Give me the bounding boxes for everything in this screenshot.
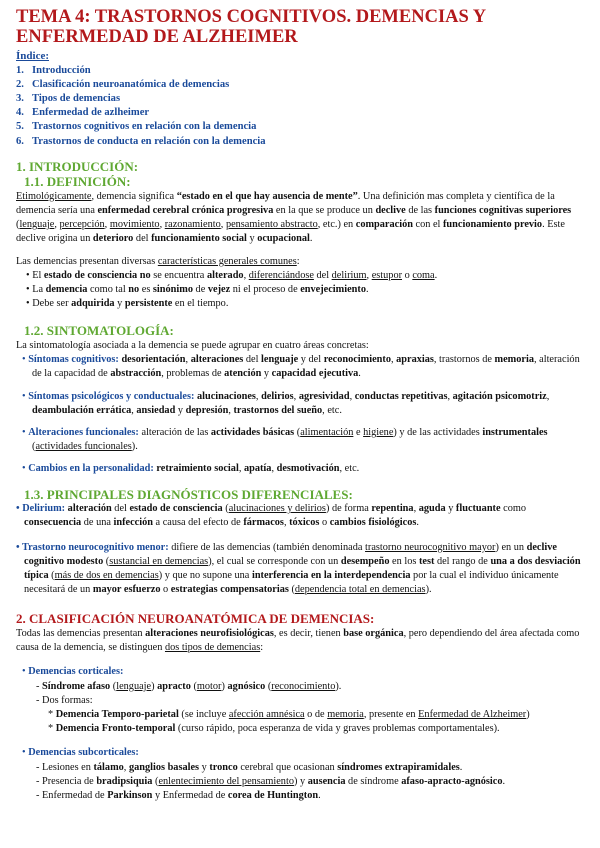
cortical-form-item: * Demencia Fronto-temporal (curso rápido, poca esperanza de vida y graves problemas comportamentales). (48, 723, 500, 735)
symptoms-list (16, 353, 584, 476)
index-item: 2. Clasificación neuroanatómica de demencias (16, 79, 230, 91)
characteristic-item: • Debe ser adquirida y persistente en el tiempo. (26, 297, 584, 311)
index-heading: Índice: (16, 49, 49, 62)
definition-paragraph: Etimológicamente, demencia significa “estado en el que hay ausencia de mente”. Una definición mas completa y científica de la demencia sería una enfermedad cerebral crónica progresiva en la que se produce un declive de las funciones cognitivas superiores (lenguaje, percepción, movimiento, razonamiento, pensamiento abstracto, etc.) en comparación con el funcionamiento previo. Este declive origina un deterioro del funcionamiento social y ocupacional. (16, 190, 572, 245)
index-item: 3. Tipos de demencias (16, 93, 121, 105)
section-2-heading: 2. CLASIFICACIÓN NEUROANATÓMICA DE DEMENCIAS: (16, 611, 375, 627)
differential-diagnosis-list (16, 502, 584, 597)
index-item: 4. Enfermedad de azlheimer (16, 107, 150, 119)
subcortical-line: - Presencia de bradipsiquia (enlentecimiento del pensamiento) y ausencia de síndrome afaso-apracto-agnósico. (36, 775, 506, 787)
document-page (16, 0, 584, 803)
document-title: TEMA 4: TRASTORNOS COGNITIVOS. DEMENCIAS Y ENFERMEDAD DE ALZHEIMER (16, 7, 486, 47)
subsection-1-3-heading: 1.3. PRINCIPALES DIAGNÓSTICOS DIFERENCIALES: (24, 486, 353, 502)
characteristics-intro: Las demencias presentan diversas características generales comunes: (16, 255, 300, 267)
cortical-line-1: - Síndrome afaso (lenguaje) apracto (motor) agnósico (reconocimiento). (36, 680, 342, 692)
symptomatology-intro: La sintomatología asociada a la demencia se puede agrupar en cuatro áreas concretas: (16, 339, 369, 351)
characteristics-list (16, 269, 584, 312)
diagnosis-item: • Delirium: alteración del estado de consciencia (alucinaciones y delirios) de forma repentina, aguda y fluctuante como consecuencia de una infección a causa del efecto de fármacos, tóxicos o cambios fisiológicos. (16, 503, 526, 529)
symptom-item: • Cambios en la personalidad: retraimiento social, apatía, desmotivación, etc. (22, 463, 360, 475)
characteristic-item: • La demencia como tal no es sinónimo de vejez ni el proceso de envejecimiento. (26, 283, 584, 297)
cortical-heading: • Demencias corticales: (22, 666, 124, 678)
diagnosis-item: • Trastorno neurocognitivo menor: difiere de las demencias (también denominada trastorno neurocognitivo mayor) en un declive cognitivo modesto (sustancial en demencias), el cual se corresponde con un desempeño en los test del rango de una a dos desviación típica (más de dos en demencias) y que no supone una interferencia en la interdependencia por la cual el individuo únicamente necesitará de un mayor esfuerzo o estrategias compensatorias (dependencia total en demencias). (16, 541, 581, 596)
symptom-item: • Alteraciones funcionales: alteración de las actividades básicas (alimentación e higiene) y de las actividades instrumentales (actividades funcionales). (22, 427, 548, 453)
subsection-1-1-heading: 1.1. DEFINICIÓN: (24, 174, 131, 190)
index-item: 5. Trastornos cognitivos en relación con la demencia (16, 121, 257, 133)
characteristic-item: • El estado de consciencia no se encuentra alterado, diferenciándose del delirium, estupor o coma. (26, 269, 584, 283)
classification-intro: Todas las demencias presentan alteraciones neurofisiológicas, es decir, tienen base orgánica, pero dependiendo del área afectada como causa de la demencia, se distinguen dos tipos de demencias: (16, 628, 580, 654)
index-item: 1. Introducción (16, 65, 91, 77)
index-list (16, 64, 584, 148)
symptom-item: • Síntomas cognitivos: desorientación, alteraciones del lenguaje y del reconocimiento, apraxias, trastornos de memoria, alteración de la capacidad de abstracción, problemas de atención y capacidad ejecutiva. (22, 354, 580, 380)
symptom-item: • Síntomas psicológicos y conductuales: alucinaciones, delirios, agresividad, conductas repetitivas, agitación psicomotriz, deambulación errática, ansiedad y depresión, trastornos del sueño, etc. (22, 390, 550, 416)
subcortical-line: - Lesiones en tálamo, ganglios basales y tronco cerebral que ocasionan síndromes extrapiramidales. (36, 761, 463, 773)
cortical-form-item: * Demencia Temporo-parietal (se incluye afección amnésica o de memoria, presente en Enfermedad de Alzheimer) (48, 709, 530, 721)
index-item: 6. Trastornos de conducta en relación con la demencia (16, 135, 266, 147)
subcortical-lines (16, 761, 584, 804)
cortical-line-2: - Dos formas: (36, 694, 93, 706)
subsection-1-2-heading: 1.2. SINTOMATOLOGÍA: (24, 323, 174, 339)
subcortical-line: - Enfermedad de Parkinson y Enfermedad de corea de Huntington. (36, 790, 321, 802)
section-1-heading: 1. INTRODUCCIÓN: (16, 158, 139, 174)
subcortical-heading: • Demencias subcorticales: (22, 747, 139, 759)
cortical-forms (16, 708, 584, 736)
